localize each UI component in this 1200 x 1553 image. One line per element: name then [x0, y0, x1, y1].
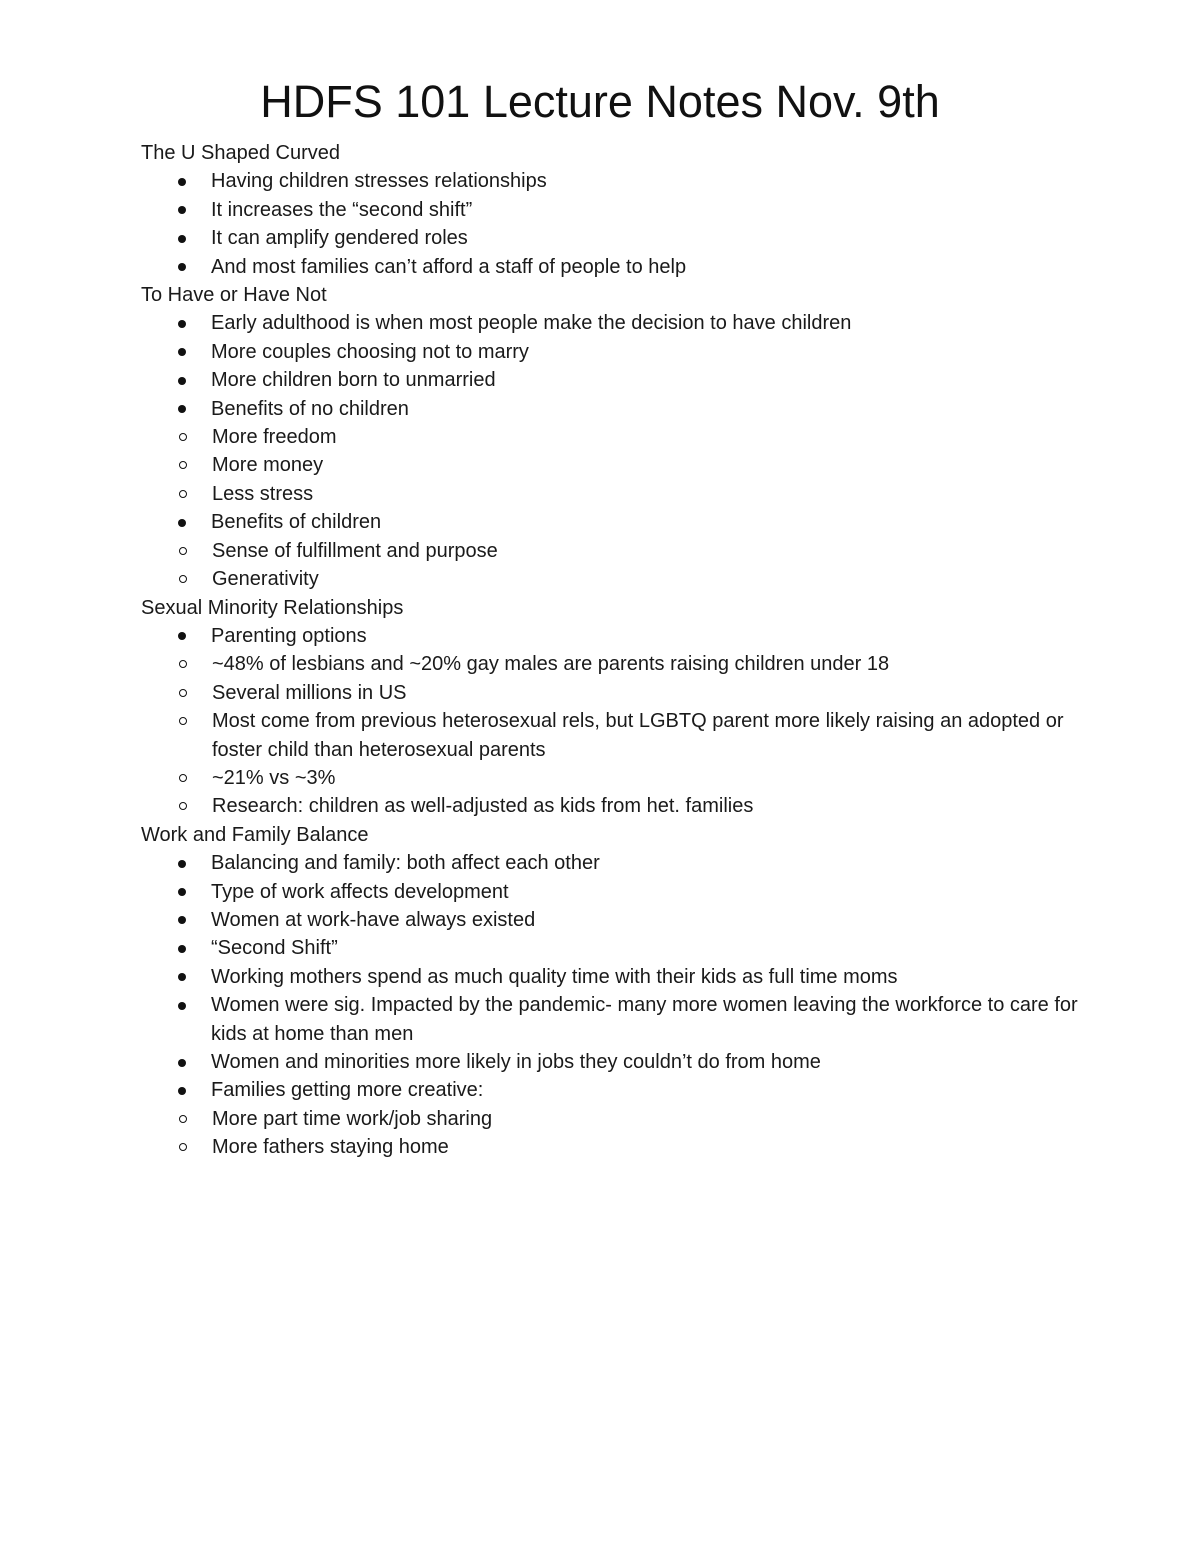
hollow-bullet-icon: [179, 802, 187, 810]
bullet-icon: [178, 916, 186, 924]
sub-bullet-list: [141, 423, 1101, 508]
sub-bullet-list: [141, 537, 1101, 594]
sub-list-item: More fathers staying home: [141, 1133, 1101, 1161]
bullet-icon: [178, 973, 186, 981]
hollow-bullet-icon: [179, 547, 187, 555]
sub-list-item: Research: children as well-adjusted as kids from het. families: [141, 792, 1101, 820]
bullet-icon: [178, 1002, 186, 1010]
list-item: Families getting more creative: More part time work/job sharing More fathers staying home: [141, 1076, 1101, 1161]
section-sexual-minority-relationships: [141, 594, 1101, 821]
section-u-shaped-curve: [141, 139, 1101, 281]
bullet-list: [141, 849, 1101, 1161]
bullet-icon: [178, 320, 186, 328]
bullet-icon: [178, 632, 186, 640]
bullet-icon: [178, 263, 186, 271]
bullet-icon: [178, 945, 186, 953]
hollow-bullet-icon: [179, 433, 187, 441]
hollow-bullet-icon: [179, 1143, 187, 1151]
list-item: “Second Shift”: [141, 934, 1101, 962]
bullet-icon: [178, 235, 186, 243]
sub-list-item: More part time work/job sharing: [141, 1105, 1101, 1133]
list-item: Balancing and family: both affect each other: [141, 849, 1101, 877]
sub-list-item: ~21% vs ~3%: [141, 764, 1101, 792]
list-item: Early adulthood is when most people make the decision to have children: [141, 309, 1101, 337]
list-item: Benefits of children Sense of fulfillment and purpose Generativity: [141, 508, 1101, 593]
hollow-bullet-icon: [179, 689, 187, 697]
list-item: Parenting options ~48% of lesbians and ~20% gay males are parents raising children under 18 Several millions in US Most come from previous heterosexual rels, but LGBTQ parent more likely raising an adopted or foster child than heterosexual parents ~21% vs ~3% Research: children as well-adjusted as kids from het. families: [141, 622, 1101, 821]
sub-list-item: More freedom: [141, 423, 1101, 451]
list-item: Having children stresses relationships: [141, 167, 1101, 195]
list-item: Working mothers spend as much quality time with their kids as full time moms: [141, 963, 1101, 991]
list-item: Women were sig. Impacted by the pandemic- many more women leaving the workforce to care for kids at home than men: [141, 991, 1101, 1048]
list-item: It can amplify gendered roles: [141, 224, 1101, 252]
bullet-icon: [178, 519, 186, 527]
sub-list-item: ~48% of lesbians and ~20% gay males are parents raising children under 18: [141, 650, 1101, 678]
sub-bullet-list: [141, 1105, 1101, 1162]
bullet-icon: [178, 348, 186, 356]
bullet-list: [141, 167, 1101, 281]
bullet-icon: [178, 405, 186, 413]
hollow-bullet-icon: [179, 1115, 187, 1123]
bullet-icon: [178, 1059, 186, 1067]
section-heading: To Have or Have Not: [141, 284, 327, 307]
section-to-have-or-have-not: [141, 281, 1101, 593]
hollow-bullet-icon: [179, 461, 187, 469]
bullet-icon: [178, 888, 186, 896]
bullet-icon: [178, 1087, 186, 1095]
hollow-bullet-icon: [179, 774, 187, 782]
list-item: Type of work affects development: [141, 878, 1101, 906]
sub-list-item: Sense of fulfillment and purpose: [141, 537, 1101, 565]
sub-list-item: Less stress: [141, 480, 1101, 508]
page-title: HDFS 101 Lecture Notes Nov. 9th: [260, 76, 940, 127]
bullet-list: [141, 622, 1101, 821]
hollow-bullet-icon: [179, 660, 187, 668]
bullet-icon: [178, 206, 186, 214]
hollow-bullet-icon: [179, 717, 187, 725]
section-heading: The U Shaped Curved: [141, 142, 341, 164]
sub-list-item: Generativity: [141, 565, 1101, 593]
section-work-and-family-balance: [141, 821, 1101, 1162]
bullet-icon: [178, 860, 186, 868]
list-item: Women at work-have always existed: [141, 906, 1101, 934]
lecture-notes: [141, 139, 1101, 1162]
bullet-icon: [178, 178, 186, 186]
list-item: More couples choosing not to marry: [141, 338, 1101, 366]
sub-bullet-list: [141, 650, 1101, 820]
list-item: It increases the “second shift”: [141, 196, 1101, 224]
sub-list-item: More money: [141, 451, 1101, 479]
hollow-bullet-icon: [179, 490, 187, 498]
hollow-bullet-icon: [179, 575, 187, 583]
list-item: And most families can’t afford a staff of people to help: [141, 253, 1101, 281]
sub-list-item: Most come from previous heterosexual rels, but LGBTQ parent more likely raising an adopted or foster child than heterosexual parents: [141, 707, 1101, 764]
section-heading: Sexual Minority Relationships: [141, 596, 404, 619]
sub-list-item: Several millions in US: [141, 679, 1101, 707]
list-item: More children born to unmarried: [141, 366, 1101, 394]
section-heading: Work and Family Balance: [141, 823, 369, 846]
bullet-icon: [178, 377, 186, 385]
list-item: Women and minorities more likely in jobs they couldn’t do from home: [141, 1048, 1101, 1076]
list-item: Benefits of no children More freedom More money Less stress: [141, 395, 1101, 509]
bullet-list: [141, 309, 1101, 593]
